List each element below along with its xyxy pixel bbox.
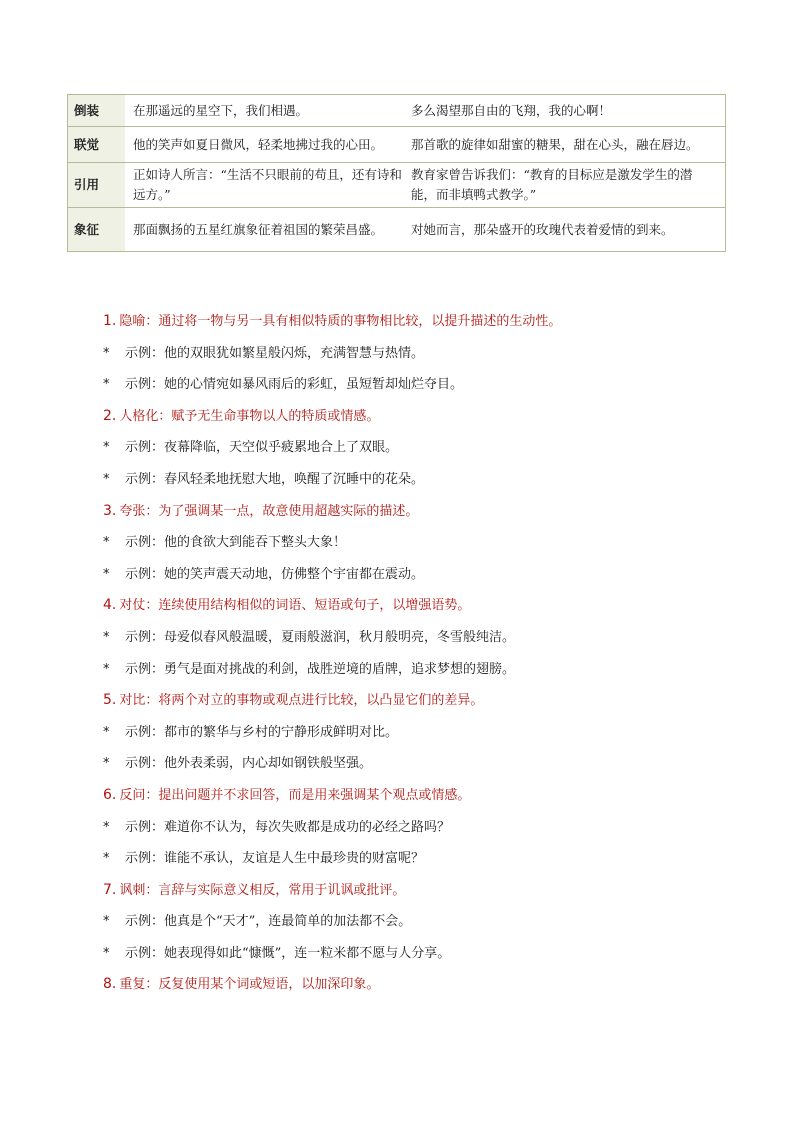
technique-heading [103, 780, 743, 812]
example-cell: 多么渴望那自由的飞翔，我的心啊！ [411, 102, 612, 118]
bullet-star: * [103, 629, 110, 645]
bullet-star: * [103, 851, 110, 867]
technique-definition: 夸张：为了强调某一点，故意使用超越实际的描述。 [119, 503, 419, 519]
table-row [68, 127, 726, 163]
table-row [68, 208, 726, 252]
example-cell: 他的笑声如夏日微风，轻柔地拂过我的心田。 [125, 127, 407, 163]
technique-heading [103, 590, 743, 622]
row-label: 象征 [68, 208, 126, 252]
bullet-star: * [103, 535, 110, 551]
example-text: 示例：他的双眼犹如繁星般闪烁，充满智慧与热情。 [125, 345, 425, 361]
row-label: 引用 [68, 163, 126, 208]
item-number: 5. [103, 692, 117, 709]
example-line [103, 843, 743, 875]
technique-definition: 讽刺：言辞与实际意义相反，常用于讥讽或批评。 [119, 882, 406, 898]
example-line [103, 654, 743, 686]
example-text: 示例：夜幕降临，天空似乎疲累地合上了双眼。 [125, 440, 399, 456]
technique-definition: 人格化：赋予无生命事物以人的特质或情感。 [119, 408, 380, 424]
example-cell: 正如诗人所言：“生活不只眼前的苟且，还有诗和远方。” [125, 163, 407, 208]
technique-definition: 隐喻：通过将一物与另一具有相似特质的事物相比较，以提升描述的生动性。 [119, 314, 562, 329]
technique-heading [103, 401, 743, 433]
example-text: 示例：她的笑声震天动地，仿佛整个宇宙都在震动。 [125, 566, 425, 582]
example-text: 示例：他外表柔弱，内心却如钢铁般坚强。 [125, 756, 373, 772]
technique-heading [103, 496, 743, 528]
item-number: 3. [103, 502, 117, 519]
example-line [103, 938, 743, 970]
rhetoric-list [103, 306, 743, 1001]
bullet-star: * [103, 440, 110, 456]
example-line [103, 369, 743, 401]
example-line [103, 527, 743, 559]
example-text: 示例：都市的繁华与乡村的宁静形成鲜明对比。 [125, 724, 399, 740]
example-text: 示例：谁能不承认，友谊是人生中最珍贵的财富呢？ [125, 851, 425, 867]
example-text: 示例：勇气是面对挑战的利剑，战胜逆境的盾牌，追求梦想的翅膀。 [125, 661, 516, 677]
example-line [103, 464, 743, 496]
technique-heading [103, 306, 743, 338]
technique-definition: 重复：反复使用某个词或短语，以加深印象。 [119, 977, 380, 993]
example-line [103, 717, 743, 749]
example-cell: 对她而言，那朵盛开的玫瑰代表着爱情的到来。 [407, 208, 726, 252]
bullet-star: * [103, 471, 110, 487]
table-row [68, 95, 726, 127]
technique-definition: 对仗：连续使用结构相似的词语、短语或句子，以增强语势。 [119, 598, 471, 614]
row-label: 倒装 [68, 95, 126, 127]
example-line [103, 338, 743, 370]
bullet-star: * [103, 724, 110, 740]
item-number: 4. [103, 597, 117, 614]
example-cell: 教育家曾告诉我们：“教育的目标应是激发学生的潜能，而非填鸭式教学。” [407, 163, 726, 208]
example-text: 示例：她的心情宛如暴风雨后的彩虹，虽短暂却灿烂夺目。 [125, 377, 464, 393]
example-line [103, 622, 743, 654]
bullet-star: * [103, 566, 110, 582]
item-number: 6. [103, 786, 117, 803]
technique-heading [103, 685, 743, 717]
example-text: 示例：难道你不认为，每次失败都是成功的必经之路吗？ [125, 819, 451, 835]
example-cell: 那首歌的旋律如甜蜜的糖果，甜在心头，融在唇边。 [407, 127, 726, 163]
example-line [103, 432, 743, 464]
bullet-star: * [103, 377, 110, 393]
example-text: 示例：春风轻柔地抚慰大地，唤醒了沉睡中的花朵。 [125, 471, 425, 487]
item-number: 1. [103, 313, 117, 329]
item-number: 2. [103, 407, 117, 424]
example-cell: 在那遥远的星空下，我们相遇。 [133, 102, 309, 118]
rhetoric-table [67, 94, 726, 252]
item-number: 7. [103, 881, 117, 898]
technique-heading [103, 875, 743, 907]
example-line [103, 559, 743, 591]
example-text: 示例：他的食欲大到能吞下整头大象！ [125, 535, 347, 551]
example-text: 示例：她表现得如此“慷慨”，连一粒米都不愿与人分享。 [125, 945, 451, 961]
bullet-star: * [103, 945, 110, 961]
example-text: 示例：母爱似春风般温暖，夏雨般滋润，秋月般明亮，冬雪般纯洁。 [125, 629, 516, 645]
bullet-star: * [103, 345, 110, 361]
bullet-star: * [103, 661, 110, 677]
example-line [103, 812, 743, 844]
technique-definition: 对比：将两个对立的事物或观点进行比较，以凸显它们的差异。 [119, 693, 484, 709]
item-number: 8. [103, 976, 117, 993]
table-row [68, 163, 726, 208]
row-label: 联觉 [68, 127, 126, 163]
technique-definition: 反问：提出问题并不求回答，而是用来强调某个观点或情感。 [119, 787, 471, 803]
example-text: 示例：他真是个“天才”，连最简单的加法都不会。 [125, 914, 412, 930]
technique-heading [103, 969, 743, 1001]
bullet-star: * [103, 914, 110, 930]
example-line [103, 748, 743, 780]
example-line [103, 906, 743, 938]
bullet-star: * [103, 819, 110, 835]
example-cell: 那面飘扬的五星红旗象征着祖国的繁荣昌盛。 [125, 208, 407, 252]
bullet-star: * [103, 756, 110, 772]
